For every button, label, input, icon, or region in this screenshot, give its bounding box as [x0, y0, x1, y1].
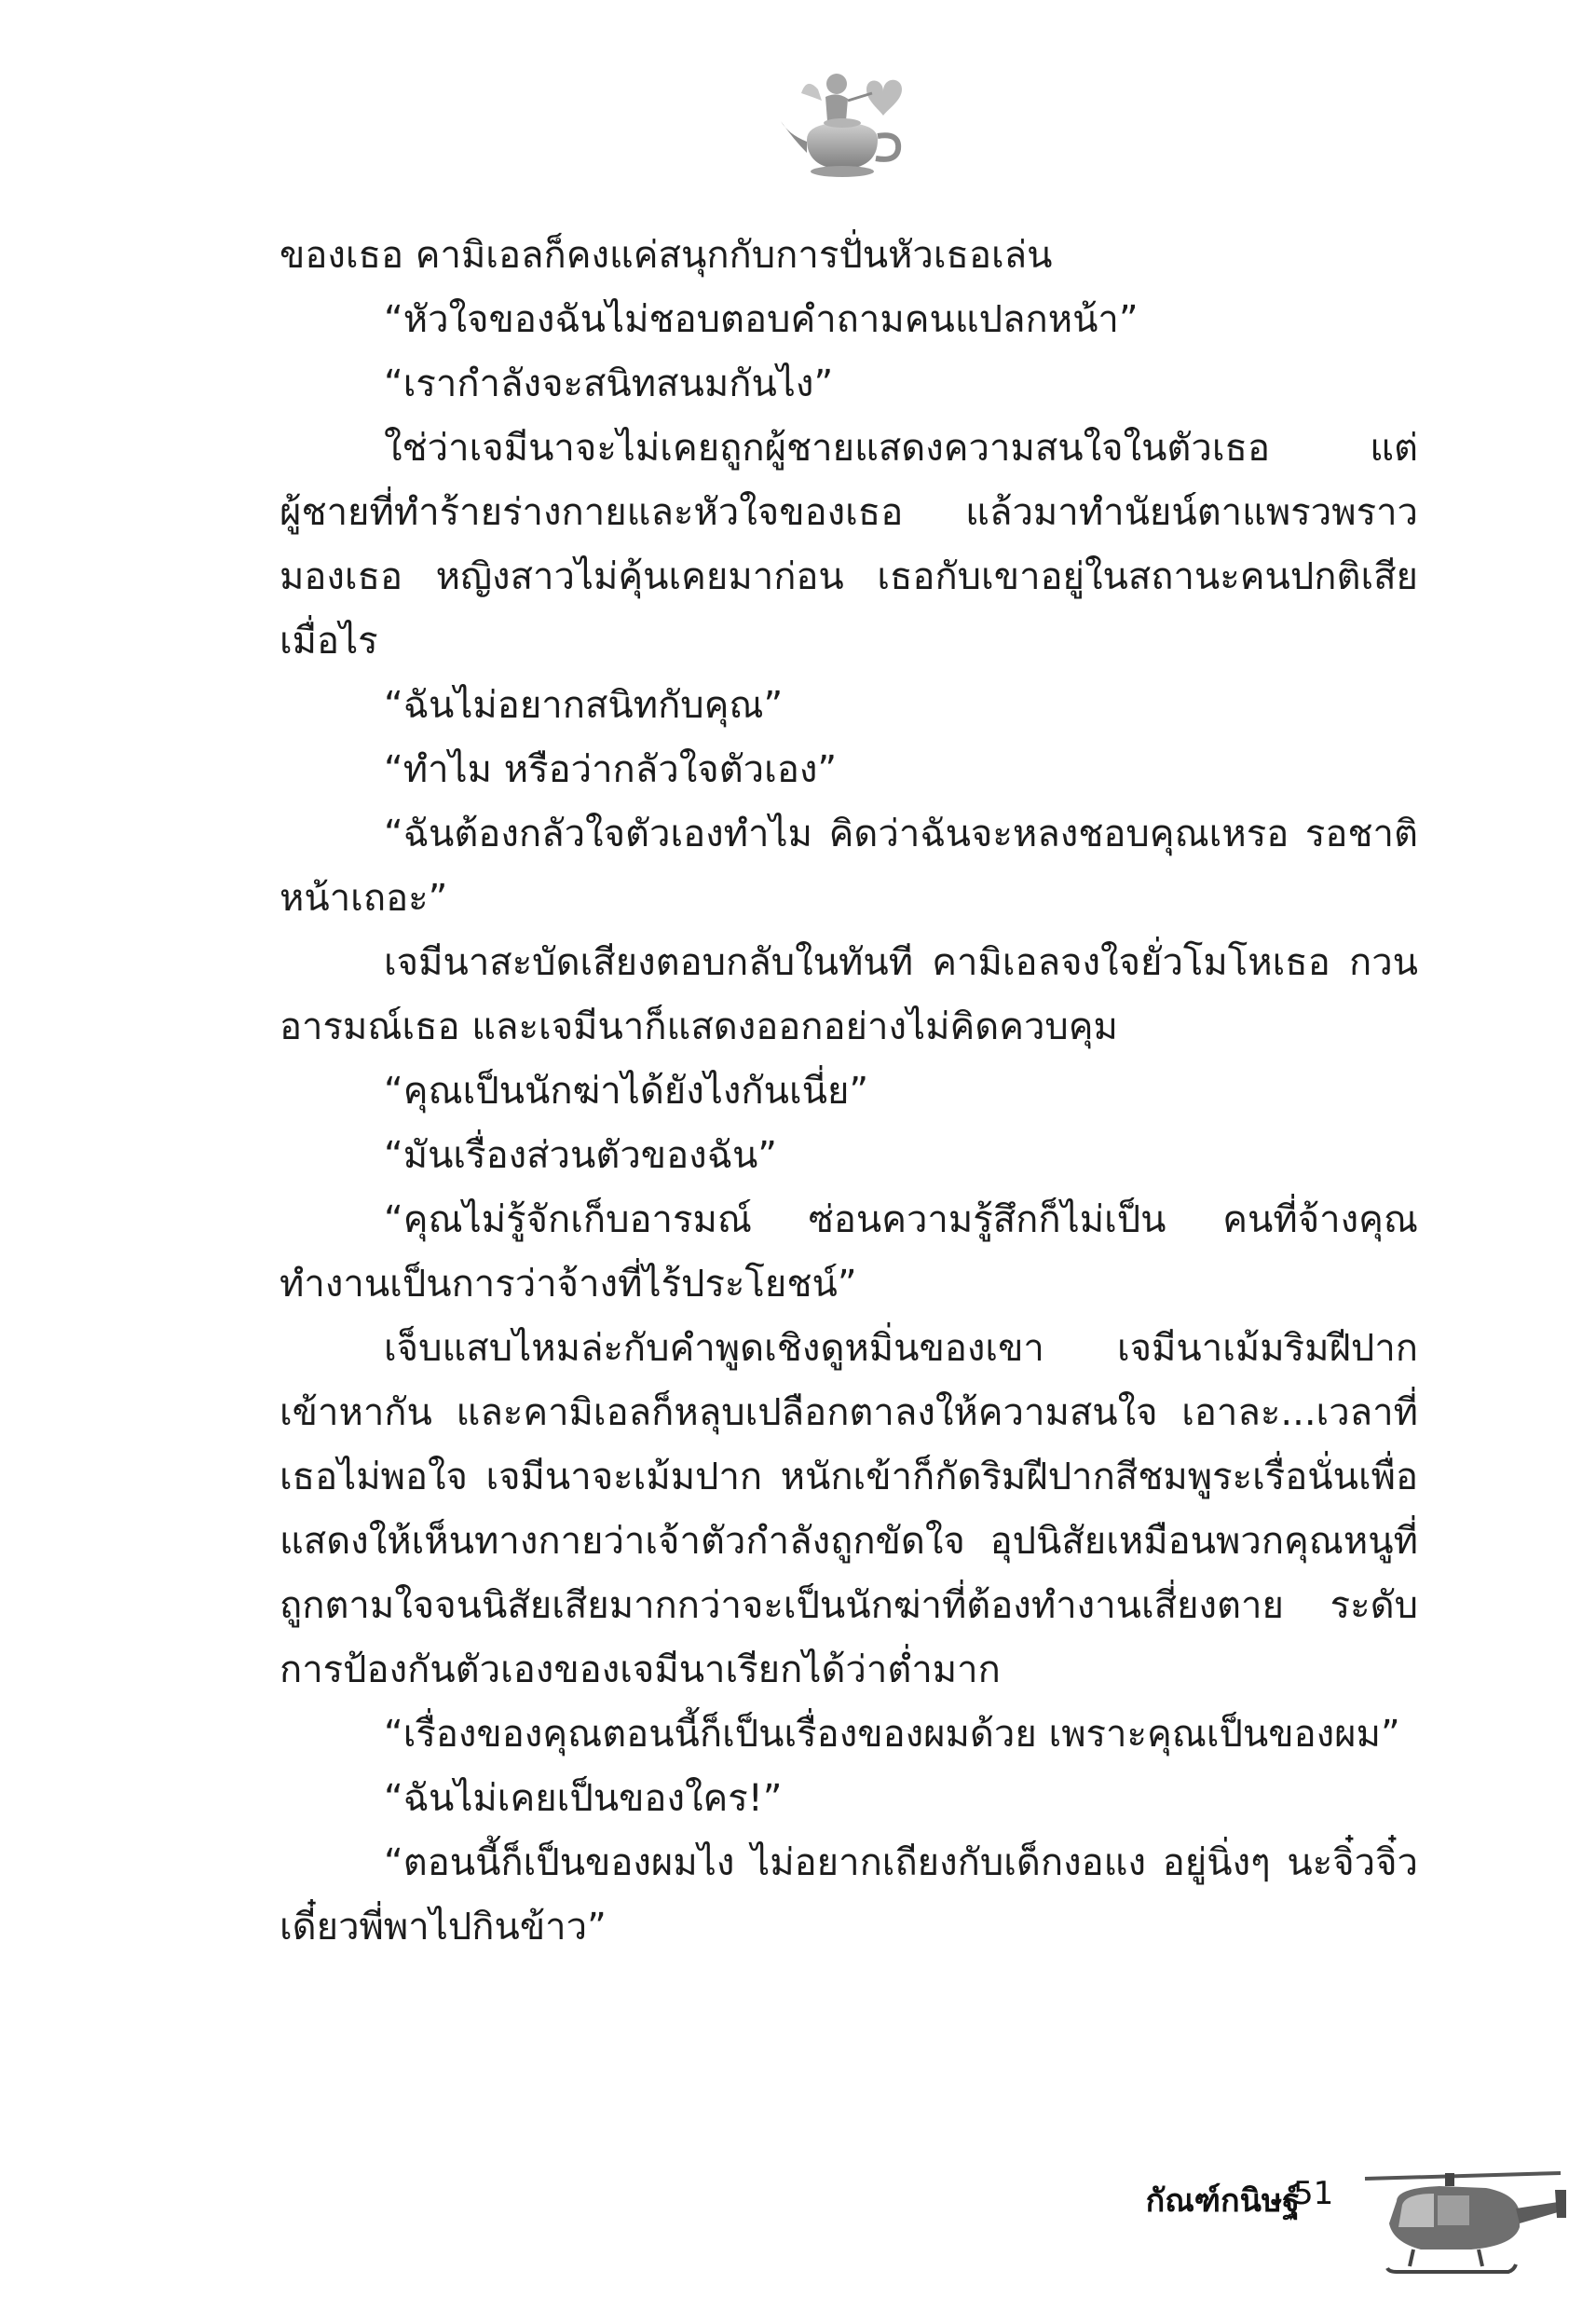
paragraph: “คุณไม่รู้จักเก็บอารมณ์ ซ่อนความรู้สึกก็ไม่เป็น คนที่จ้างคุณทำงานเป็นการว่าจ้างที่ไร้ประโยชน์”: [280, 1198, 1418, 1306]
paragraph: “เรากำลังจะสนิทสนมกันไง”: [384, 362, 834, 405]
body-text: [280, 224, 1418, 1960]
author-name: กัณฑ์กนิษฐ์: [1145, 2182, 1300, 2220]
paragraph: “ตอนนี้ก็เป็นของผมไง ไม่อยากเถียงกับเด็กงอแง อยู่นิ่งๆ นะจิ๋วจิ๋ว เดี๋ยวพี่พาไปกินข้าว”: [280, 1841, 1418, 1949]
paragraph: เจ็บแสบไหมล่ะกับคำพูดเชิงดูหมิ่นของเขา เจมีนาเม้มริมฝีปากเข้าหากัน และคามิเอลก็หลุบเปลือกตาลงให้ความสนใจ เอาละ...เวลาที่เธอไม่พอใจ เจมีนาจะเม้มปาก หนักเข้าก็กัดริมฝีปากสีชมพูระเรื่อนั่นเพื่อแสดงให้เห็นทางกายว่าเจ้าตัวกำลังถูกขัดใจ อุปนิสัยเหมือนพวกคุณหนูที่ถูกตามใจจนนิสัยเสียมากกว่าจะเป็นนักฆ่าที่ต้องทำงานเสี่ยงตาย ระดับการป้องกันตัวเองของเจมีนาเรียกได้ว่าต่ำมาก: [280, 1327, 1418, 1691]
paragraph: “คุณเป็นนักฆ่าได้ยังไงกันเนี่ย”: [384, 1070, 869, 1113]
paragraph: “ฉันต้องกลัวใจตัวเองทำไม คิดว่าฉันจะหลงชอบคุณเหรอ รอชาติหน้าเถอะ”: [280, 813, 1418, 920]
paragraph: “เรื่องของคุณตอนนี้ก็เป็นเรื่องของผมด้วย เพราะคุณเป็นของผม”: [384, 1713, 1400, 1756]
cupid-teapot-icon: [770, 56, 919, 186]
paragraph: “ฉันไม่อยากสนิทกับคุณ”: [384, 684, 784, 727]
paragraph: “หัวใจของฉันไม่ชอบตอบคำถามคนแปลกหน้า”: [384, 298, 1139, 341]
paragraph: “ฉันไม่เคยเป็นของใคร!”: [384, 1777, 783, 1820]
page-number: 51: [1293, 2175, 1334, 2212]
paragraph: เจมีนาสะบัดเสียงตอบกลับในทันที คามิเอลจงใจยั่วโมโหเธอ กวนอารมณ์เธอ และเจมีนาก็แสดงออกอย่างไม่คิดควบคุม: [280, 941, 1418, 1048]
page-footer: [0, 2153, 1596, 2283]
paragraph: ของเธอ คามิเอลก็คงแค่สนุกกับการปั่นหัวเธอเล่น: [280, 234, 1053, 277]
paragraph: ใช่ว่าเจมีนาจะไม่เคยถูกผู้ชายแสดงความสนใจในตัวเธอ แต่ผู้ชายที่ทำร้ายร่างกายและหัวใจของเธอ แล้วมาทำนัยน์ตาแพรวพราวมองเธอ หญิงสาวไม่คุ้นเคยมาก่อน เธอกับเขาอยู่ในสถานะคนปกติเสียเมื่อไร: [280, 427, 1418, 663]
paragraph: “มันเรื่องส่วนตัวของฉัน”: [384, 1134, 778, 1177]
helicopter-icon: [1356, 2153, 1570, 2283]
paragraph: “ทำไม หรือว่ากลัวใจตัวเอง”: [384, 748, 838, 791]
